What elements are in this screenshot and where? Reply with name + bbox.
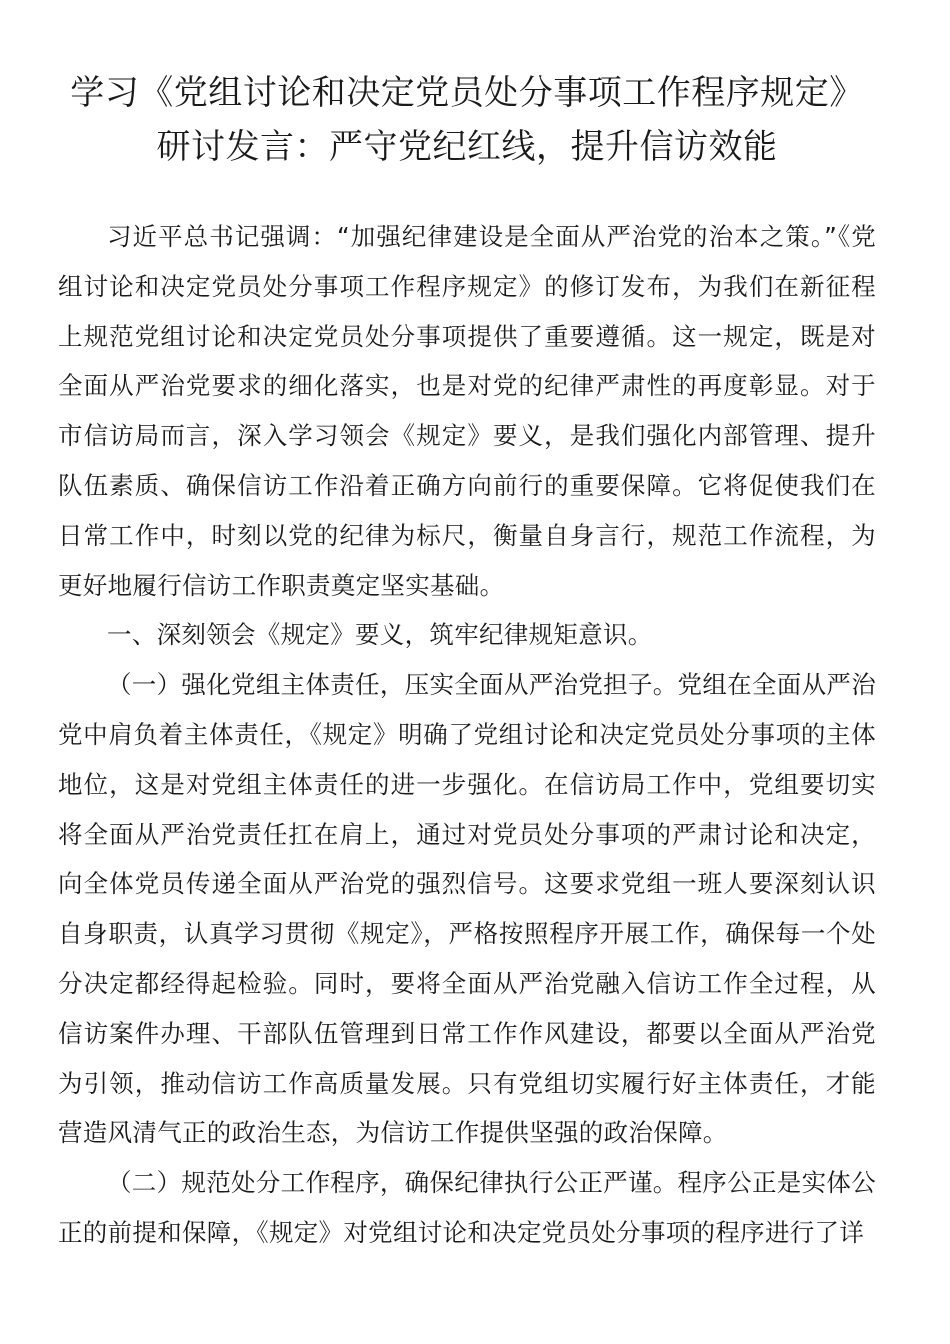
paragraph-point-1: （一）强化党组主体责任，压实全面从严治党担子。党组在全面从严治党中肩负着主体责任，《规定》明确了党组讨论和决定党员处分事项的主体地位，这是对党组主体责任的进一步强化。在信访局工作中，党组要切实将全面从严治党责任扛在肩上，通过对党员处分事项的严肃讨论和决定，向全体党员传递全面从严治党的强烈信号。这要求党组一班人要深刻认识自身职责，认真学习贯彻《规定》，严格按照程序开展工作，确保每一个处分决定都经得起检验。同时，要将全面从严治党融入信访工作全过程，从信访案件办理、干部队伍管理到日常工作作风建设，都要以全面从严治党为引领，推动信访工作高质量发展。只有党组切实履行好主体责任，才能营造风清气正的政治生态，为信访工作提供坚强的政治保障。 — [58, 670, 876, 1148]
document-title — [58, 66, 876, 174]
title-line-2: 研讨发言：严守党纪红线，提升信访效能 — [156, 127, 778, 167]
paragraph-point-2: （二）规范处分工作程序，确保纪律执行公正严谨。程序公正是实体公正的前提和保障，《规定》对党组讨论和决定党员处分事项的程序进行了详 — [58, 1168, 876, 1247]
section-heading-1: 一、深刻领会《规定》要义，筑牢纪律规矩意识。 — [107, 620, 653, 650]
paragraph-intro: 习近平总书记强调：“加强纪律建设是全面从严治党的治本之策。”《党组讨论和决定党员处分事项工作程序规定》的修订发布，为我们在新征程上规范党组讨论和决定党员处分事项提供了重要遵循。这一规定，既是对全面从严治党要求的细化落实，也是对党的纪律严肃性的再度彰显。对于市信访局而言，深入学习领会《规定》要义，是我们强化内部管理、提升队伍素质、确保信访工作沿着正确方向前行的重要保障。它将促使我们在日常工作中，时刻以党的纪律为标尺，衡量自身言行，规范工作流程，为更好地履行信访工作职责奠定坚实基础。 — [58, 222, 876, 600]
document-body — [58, 212, 876, 1258]
title-line-1: 学习《党组讨论和决定党员处分事项工作程序规定》 — [70, 73, 864, 113]
